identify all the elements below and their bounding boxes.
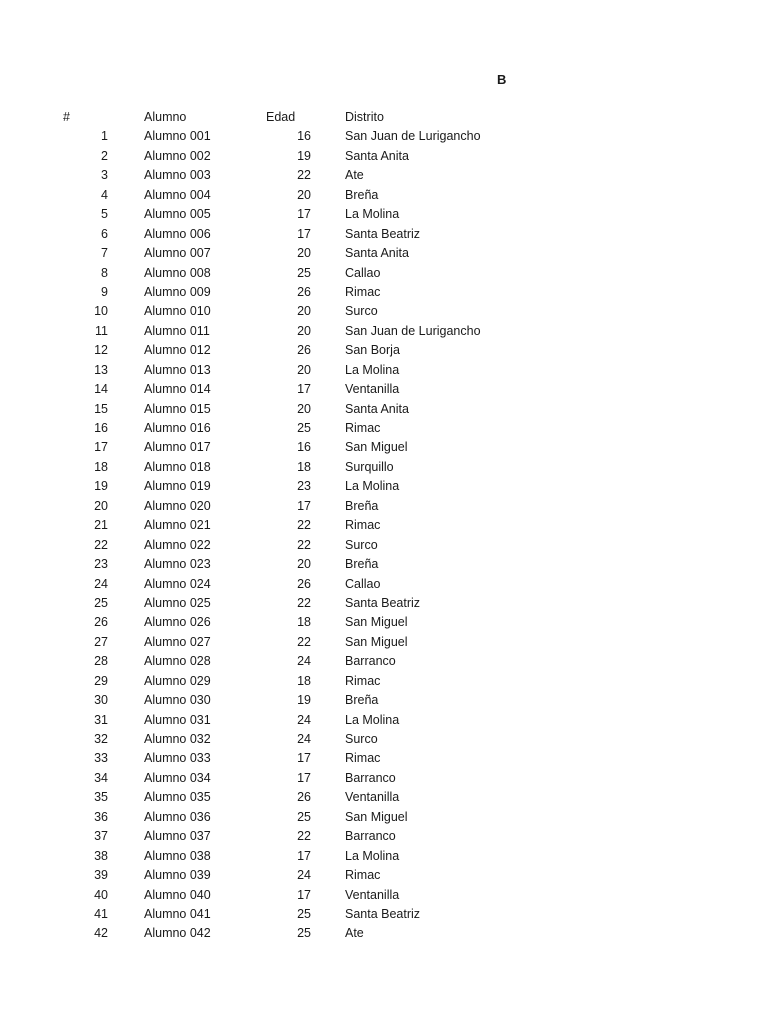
cell-number: 35: [94, 790, 108, 805]
table-row: [0, 322, 768, 341]
cell-number: 9: [101, 284, 108, 299]
cell-number: 19: [94, 479, 108, 494]
table-row: [0, 497, 768, 516]
cell-alumno: Alumno 031: [144, 712, 211, 727]
table-row: [0, 847, 768, 866]
cell-edad: 17: [297, 207, 311, 222]
table-row: [0, 166, 768, 185]
cell-distrito: Santa Anita: [345, 401, 409, 416]
cell-distrito: San Miguel: [345, 809, 408, 824]
header-edad: Edad: [266, 110, 296, 124]
cell-edad: 24: [297, 732, 311, 746]
cell-distrito: San Miguel: [345, 615, 408, 630]
student-table: [0, 108, 768, 944]
cell-number: 33: [94, 751, 108, 766]
cell-alumno: Alumno 022: [144, 537, 211, 552]
cell-number: 24: [94, 576, 108, 591]
cell-distrito: Santa Anita: [345, 148, 409, 163]
cell-distrito: Rimac: [345, 421, 381, 435]
cell-edad: 19: [297, 693, 311, 708]
cell-number: 23: [94, 557, 108, 572]
table-row: [0, 477, 768, 496]
cell-alumno: Alumno 012: [144, 343, 211, 358]
cell-number: 37: [94, 829, 108, 844]
cell-alumno: Alumno 021: [144, 518, 211, 533]
cell-edad: 22: [297, 829, 311, 844]
table-row: [0, 691, 768, 710]
cell-distrito: Surco: [345, 537, 378, 552]
cell-number: 39: [94, 868, 108, 883]
header-alumno: Alumno: [144, 110, 187, 124]
cell-number: 21: [94, 518, 108, 533]
table-row: [0, 633, 768, 652]
cell-edad: 20: [297, 362, 311, 377]
cell-edad: 18: [297, 615, 311, 630]
cell-number: 5: [101, 207, 108, 222]
cell-number: 40: [94, 887, 108, 902]
cell-edad: 22: [297, 595, 311, 610]
cell-alumno: Alumno 007: [144, 246, 211, 261]
cell-alumno: Alumno 042: [144, 926, 211, 941]
cell-edad: 20: [297, 304, 311, 319]
cell-number: 34: [94, 770, 108, 785]
table-row: [0, 516, 768, 535]
cell-number: 27: [94, 634, 108, 649]
table-row: [0, 147, 768, 166]
cell-alumno: Alumno 004: [144, 187, 211, 202]
cell-edad: 24: [297, 654, 311, 669]
cell-distrito: Breña: [345, 693, 379, 708]
cell-number: 6: [101, 226, 108, 241]
cell-distrito: Santa Beatriz: [345, 906, 421, 921]
cell-alumno: Alumno 026: [144, 615, 211, 630]
cell-alumno: Alumno 030: [144, 693, 211, 708]
table-row: [0, 924, 768, 943]
cell-distrito: Breña: [345, 498, 379, 513]
table-row: [0, 827, 768, 846]
cell-alumno: Alumno 036: [144, 809, 211, 824]
cell-edad: 17: [297, 382, 311, 397]
cell-number: 32: [94, 732, 108, 746]
table-row: [0, 419, 768, 438]
cell-number: 11: [95, 323, 108, 338]
cell-distrito: La Molina: [345, 712, 400, 727]
cell-alumno: Alumno 005: [144, 207, 211, 222]
cell-number: 2: [101, 148, 108, 163]
cell-edad: 26: [297, 284, 311, 299]
cell-distrito: Breña: [345, 557, 379, 572]
cell-alumno: Alumno 018: [144, 459, 211, 474]
cell-alumno: Alumno 017: [144, 440, 211, 455]
cell-alumno: Alumno 016: [144, 421, 211, 435]
table-row: [0, 886, 768, 905]
table-row: [0, 264, 768, 283]
cell-number: 17: [94, 440, 108, 455]
cell-edad: 20: [297, 323, 311, 338]
cell-number: 30: [94, 693, 108, 708]
cell-edad: 25: [297, 926, 311, 941]
cell-distrito: Barranco: [345, 829, 396, 844]
cell-alumno: Alumno 040: [144, 887, 211, 902]
cell-distrito: Ate: [345, 168, 364, 183]
page-title: B: [497, 72, 507, 87]
table-row: [0, 769, 768, 788]
cell-edad: 20: [297, 557, 311, 572]
table-row: [0, 438, 768, 457]
cell-number: 22: [94, 537, 108, 552]
cell-alumno: Alumno 011: [144, 323, 210, 338]
cell-number: 1: [101, 129, 108, 144]
cell-distrito: San Miguel: [345, 440, 408, 455]
cell-number: 26: [94, 615, 108, 630]
cell-distrito: Ventanilla: [345, 887, 400, 902]
cell-distrito: Rimac: [345, 868, 381, 883]
table-row: [0, 536, 768, 555]
cell-alumno: Alumno 032: [144, 732, 211, 746]
cell-number: 14: [94, 382, 108, 397]
cell-alumno: Alumno 008: [144, 265, 211, 280]
table-row: [0, 283, 768, 302]
table-row: [0, 361, 768, 380]
table-row: [0, 672, 768, 691]
cell-alumno: Alumno 014: [144, 382, 211, 397]
cell-distrito: La Molina: [345, 848, 400, 863]
cell-edad: 16: [297, 440, 311, 455]
table-row: [0, 186, 768, 205]
table-row: [0, 341, 768, 360]
table-row: [0, 225, 768, 244]
table-row: [0, 730, 768, 749]
cell-edad: 26: [297, 576, 311, 591]
cell-distrito: La Molina: [345, 207, 400, 222]
table-row: [0, 905, 768, 924]
table-row: [0, 302, 768, 321]
cell-distrito: San Borja: [345, 343, 400, 358]
cell-number: 10: [94, 304, 108, 319]
cell-edad: 24: [297, 712, 311, 727]
cell-distrito: Surquillo: [345, 459, 394, 474]
cell-edad: 17: [297, 848, 311, 863]
cell-alumno: Alumno 019: [144, 479, 211, 494]
cell-number: 28: [94, 654, 108, 669]
cell-alumno: Alumno 024: [144, 576, 211, 591]
cell-number: 3: [101, 168, 108, 183]
cell-distrito: La Molina: [345, 479, 400, 494]
cell-distrito: San Juan de Lurigancho: [345, 129, 481, 144]
cell-edad: 23: [297, 479, 311, 494]
cell-number: 8: [101, 265, 108, 280]
table-row: [0, 205, 768, 224]
cell-alumno: Alumno 001: [144, 129, 211, 144]
cell-edad: 25: [297, 421, 311, 435]
cell-number: 4: [101, 187, 108, 202]
cell-alumno: Alumno 038: [144, 848, 211, 863]
cell-distrito: Ate: [345, 926, 364, 941]
cell-alumno: Alumno 035: [144, 790, 211, 805]
cell-edad: 25: [297, 906, 311, 921]
cell-edad: 17: [297, 770, 311, 785]
cell-distrito: Santa Beatriz: [345, 226, 421, 241]
cell-number: 12: [94, 343, 108, 358]
cell-edad: 19: [297, 148, 311, 163]
cell-alumno: Alumno 029: [144, 673, 211, 688]
cell-edad: 18: [297, 459, 311, 474]
cell-number: 42: [94, 926, 108, 941]
cell-distrito: Rimac: [345, 751, 381, 766]
cell-distrito: Santa Anita: [345, 246, 409, 261]
table-row: [0, 594, 768, 613]
cell-alumno: Alumno 013: [144, 362, 211, 377]
cell-distrito: San Miguel: [345, 634, 408, 649]
cell-edad: 25: [297, 809, 311, 824]
cell-edad: 26: [297, 790, 311, 805]
cell-alumno: Alumno 028: [144, 654, 211, 669]
table-row: [0, 400, 768, 419]
table-row: [0, 244, 768, 263]
cell-alumno: Alumno 027: [144, 634, 211, 649]
cell-edad: 20: [297, 187, 311, 202]
cell-distrito: Ventanilla: [345, 790, 400, 805]
cell-edad: 16: [297, 129, 311, 144]
table-row: [0, 808, 768, 827]
cell-number: 31: [94, 712, 108, 727]
cell-distrito: Ventanilla: [345, 382, 400, 397]
cell-distrito: Rimac: [345, 518, 381, 533]
cell-number: 18: [94, 459, 108, 474]
table-row: [0, 613, 768, 632]
cell-edad: 18: [297, 673, 311, 688]
cell-number: 15: [94, 401, 108, 416]
cell-distrito: Rimac: [345, 284, 381, 299]
cell-number: 38: [94, 848, 108, 863]
cell-distrito: Callao: [345, 576, 381, 591]
cell-edad: 17: [297, 887, 311, 902]
cell-alumno: Alumno 010: [144, 304, 211, 319]
cell-edad: 25: [297, 265, 311, 280]
cell-number: 20: [94, 498, 108, 513]
cell-edad: 17: [297, 751, 311, 766]
cell-number: 29: [94, 673, 108, 688]
cell-distrito: Callao: [345, 265, 381, 280]
cell-alumno: Alumno 020: [144, 498, 211, 513]
table-header-row: [0, 108, 768, 127]
cell-alumno: Alumno 033: [144, 751, 211, 766]
cell-distrito: San Juan de Lurigancho: [345, 323, 481, 338]
cell-number: 25: [94, 595, 108, 610]
table-row: [0, 575, 768, 594]
cell-alumno: Alumno 037: [144, 829, 211, 844]
cell-alumno: Alumno 009: [144, 284, 211, 299]
cell-number: 36: [94, 809, 108, 824]
cell-number: 7: [101, 246, 108, 261]
cell-alumno: Alumno 025: [144, 595, 211, 610]
table-row: [0, 652, 768, 671]
cell-edad: 24: [297, 868, 311, 883]
cell-distrito: Rimac: [345, 673, 381, 688]
cell-distrito: Surco: [345, 732, 378, 746]
cell-number: 41: [94, 906, 108, 921]
cell-distrito: Barranco: [345, 770, 396, 785]
cell-alumno: Alumno 039: [144, 868, 211, 883]
cell-distrito: Barranco: [345, 654, 396, 669]
cell-distrito: La Molina: [345, 362, 400, 377]
cell-edad: 22: [297, 537, 311, 552]
header-number: #: [63, 110, 70, 124]
cell-edad: 26: [297, 343, 311, 358]
cell-alumno: Alumno 003: [144, 168, 211, 183]
table-row: [0, 711, 768, 730]
cell-edad: 22: [297, 634, 311, 649]
table-row: [0, 866, 768, 885]
cell-alumno: Alumno 015: [144, 401, 211, 416]
cell-distrito: Surco: [345, 304, 378, 319]
header-distrito: Distrito: [345, 110, 384, 124]
cell-alumno: Alumno 041: [144, 906, 211, 921]
table-row: [0, 380, 768, 399]
cell-distrito: Santa Beatriz: [345, 595, 421, 610]
table-row: [0, 127, 768, 146]
cell-alumno: Alumno 006: [144, 226, 211, 241]
cell-edad: 20: [297, 401, 311, 416]
cell-edad: 17: [297, 498, 311, 513]
cell-number: 13: [94, 362, 108, 377]
cell-edad: 17: [297, 226, 311, 241]
cell-edad: 22: [297, 168, 311, 183]
table-row: [0, 788, 768, 807]
cell-alumno: Alumno 023: [144, 557, 211, 572]
cell-distrito: Breña: [345, 187, 379, 202]
table-row: [0, 749, 768, 768]
cell-number: 16: [94, 421, 108, 435]
cell-alumno: Alumno 002: [144, 148, 211, 163]
cell-alumno: Alumno 034: [144, 770, 211, 785]
table-row: [0, 555, 768, 574]
cell-edad: 20: [297, 246, 311, 261]
table-row: [0, 458, 768, 477]
cell-edad: 22: [297, 518, 311, 533]
